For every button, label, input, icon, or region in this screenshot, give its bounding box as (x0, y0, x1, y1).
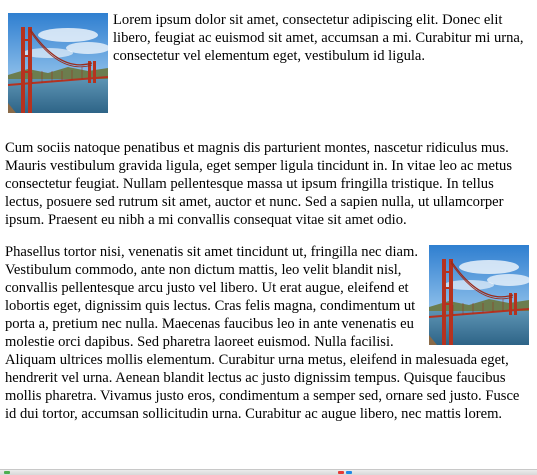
scroll-marker-icon (338, 471, 344, 474)
paragraph-1 (5, 11, 531, 115)
horizontal-scrollbar[interactable] (0, 469, 537, 475)
paragraph-2-text: Cum sociis natoque penatibus et magnis dis parturient montes, nascetur ridiculus mus. Mauris vestibulum gravida ligula, eget semper ligula tincidunt in. In vitae leo ac metus consectetur feugiat. Nullam pellentesque massa ut ipsum fringilla tristique. In tellus lectus, posuere sed rutrum sit amet, auctor et nunc. Sed a sapien nulla, ut ullamcorper ipsum. Praesent eu nibh a mi convallis consequat vitae sit amet odio. (5, 140, 513, 228)
article-body (5, 11, 531, 437)
scroll-marker-icon (4, 471, 10, 474)
paragraph-1-text: Lorem ipsum dolor sit amet, consectetur adipiscing elit. Donec elit libero, feugiat ac euismod sit amet, accumsan a mi. Curabitur mi urna, consectetur vel elementum eget, vestibulum id ligula. (113, 12, 524, 64)
paragraph-3 (5, 243, 531, 423)
golden-gate-bridge-image-middle (429, 245, 529, 345)
golden-gate-bridge-image-icon (8, 13, 108, 113)
scroll-marker-icon (346, 471, 352, 474)
golden-gate-bridge-image-top (8, 13, 108, 113)
golden-gate-bridge-image-icon (429, 245, 529, 345)
paragraph-3-text: Phasellus tortor nisi, venenatis sit amet tincidunt ut, fringilla nec diam. Vestibulum commodo, ante non dictum mattis, leo velit blandit nisl, convallis pellentesque arcu justo vel libero. Ut erat augue, eleifend et lobortis eget, dignissim quis lectus. Cras felis magna, condimentum ut porta a, pretium nec nulla. Maecenas faucibus leo in ante venenatis eu molestie orci dapibus. Sed pharetra laoreet euismod. Nulla facilisi. Aliquam ultrices mollis elementum. Curabitur urna metus, eleifend in malesuada eget, hendrerit vel urna. Aenean blandit lectus ac justo dignissim tempus. Quisque faucibus mollis pharetra. Vivamus justo eros, condimentum a semper sed, ornare sed justo. Fusce id dui tortor, accumsan sollicitudin urna. Curabitur ac augue libero, nec mattis lorem. (5, 244, 520, 422)
paragraph-2 (5, 139, 531, 229)
